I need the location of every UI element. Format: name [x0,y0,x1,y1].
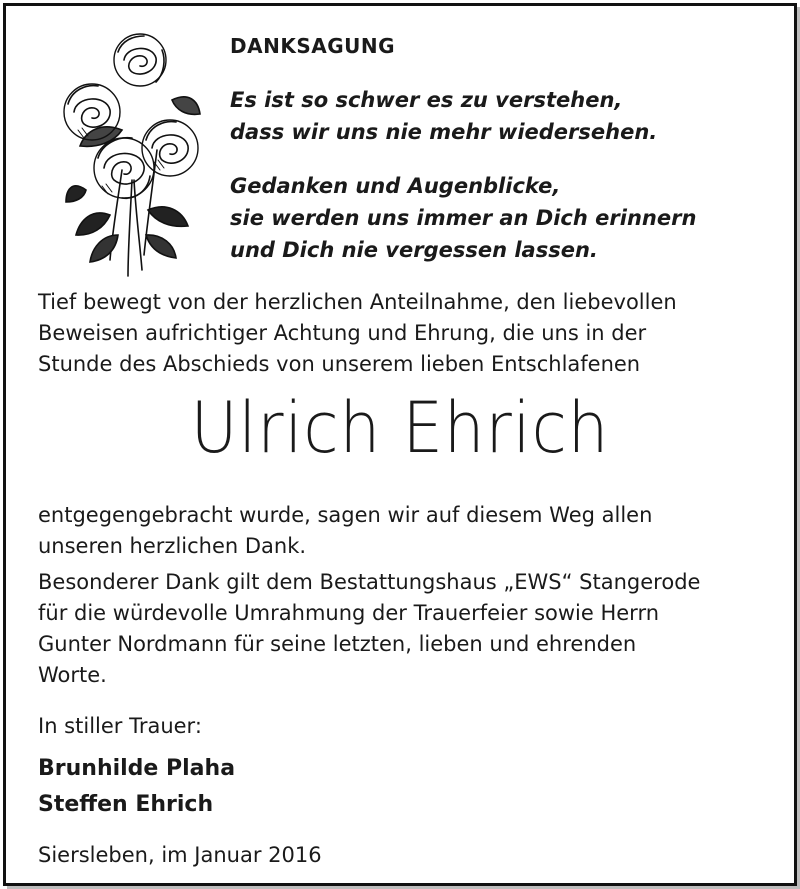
text-line: Worte. [38,663,107,687]
signer-name: Brunhilde Plaha [38,756,236,781]
deceased-name: Ulrich Ehrich [190,388,610,470]
text-line: Stunde des Abschieds von unserem lieben Entschlafenen [38,352,641,376]
text-line: für die würdevolle Umrahmung der Trauerfeier sowie Herrn [38,601,660,625]
text-line: entgegengebracht wurde, sagen wir auf diesem Weg allen [38,503,653,527]
paragraph-intro [38,287,677,380]
roses-illustration [62,30,202,278]
text-line: Beweisen aufrichtiger Achtung und Ehrung, die uns in der [38,321,647,345]
verse-two [230,170,696,266]
text-line: Tief bewegt von der herzlichen Anteilnahme, den liebevollen [38,290,677,314]
paragraph-thanks [38,500,652,562]
verse-line: Gedanken und Augenblicke, [230,174,561,198]
verse-line: sie werden uns immer an Dich erinnern [230,206,697,230]
signer-name: Steffen Ehrich [38,792,214,817]
text-line: Gunter Nordmann für seine letzten, lieben und ehrenden [38,632,637,656]
text-line: unseren herzlichen Dank. [38,534,307,558]
heading: DANKSAGUNG [230,34,396,58]
signers [38,751,235,823]
text-line: Besonderer Dank gilt dem Bestattungshaus „EWS“ Stangerode [38,570,701,594]
verse-line: dass wir uns nie mehr wiedersehen. [230,120,658,144]
verse-one [230,84,657,148]
place-date: Siersleben, im Januar 2016 [38,843,322,867]
mourning-label: In stiller Trauer: [38,714,202,738]
verse-line: Es ist so schwer es zu verstehen, [230,88,623,112]
paragraph-special-thanks [38,567,700,691]
verse-line: und Dich nie vergessen lassen. [230,238,598,262]
